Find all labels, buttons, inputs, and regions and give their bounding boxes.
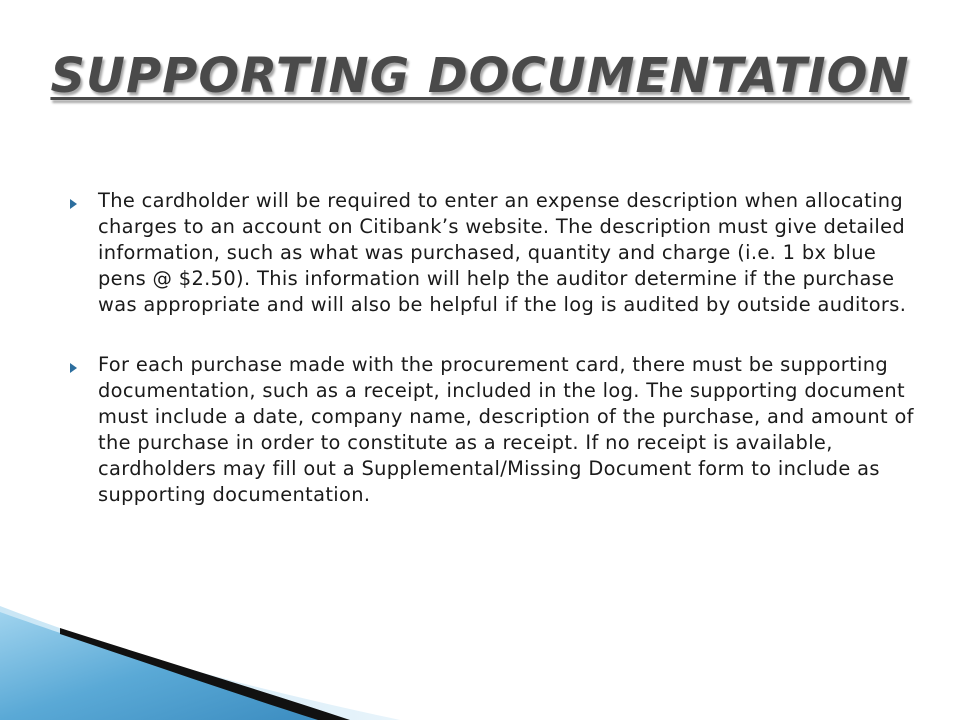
swoosh-pale	[0, 606, 400, 720]
swoosh-blue	[0, 612, 330, 720]
swoosh-dark	[60, 628, 350, 720]
bullet-list	[70, 188, 915, 542]
triangle-right-icon	[70, 199, 77, 209]
bullet-item	[70, 188, 915, 318]
bullet-item	[70, 352, 915, 508]
bullet-text: For each purchase made with the procurement card, there must be supporting documentation, such as a receipt, included in the log. The supporting document must include a date, company name, description of the purchase, and amount of the purchase in order to constitute as a receipt. If no receipt is available, cardholders may fill out a Supplemental/Missing Document form to include as supporting documentation.	[98, 353, 914, 506]
bullet-text: The cardholder will be required to enter an expense description when allocating charges to an account on Citibank’s website. The description must give detailed information, such as what was purchased, quantity and charge (i.e. 1 bx blue pens @ $2.50). This information will help the auditor determine if the purchase was appropriate and will also be helpful if the log is audited by outside auditors.	[98, 189, 907, 316]
slide-title: SUPPORTING DOCUMENTATION	[50, 48, 910, 104]
triangle-right-icon	[70, 363, 77, 373]
